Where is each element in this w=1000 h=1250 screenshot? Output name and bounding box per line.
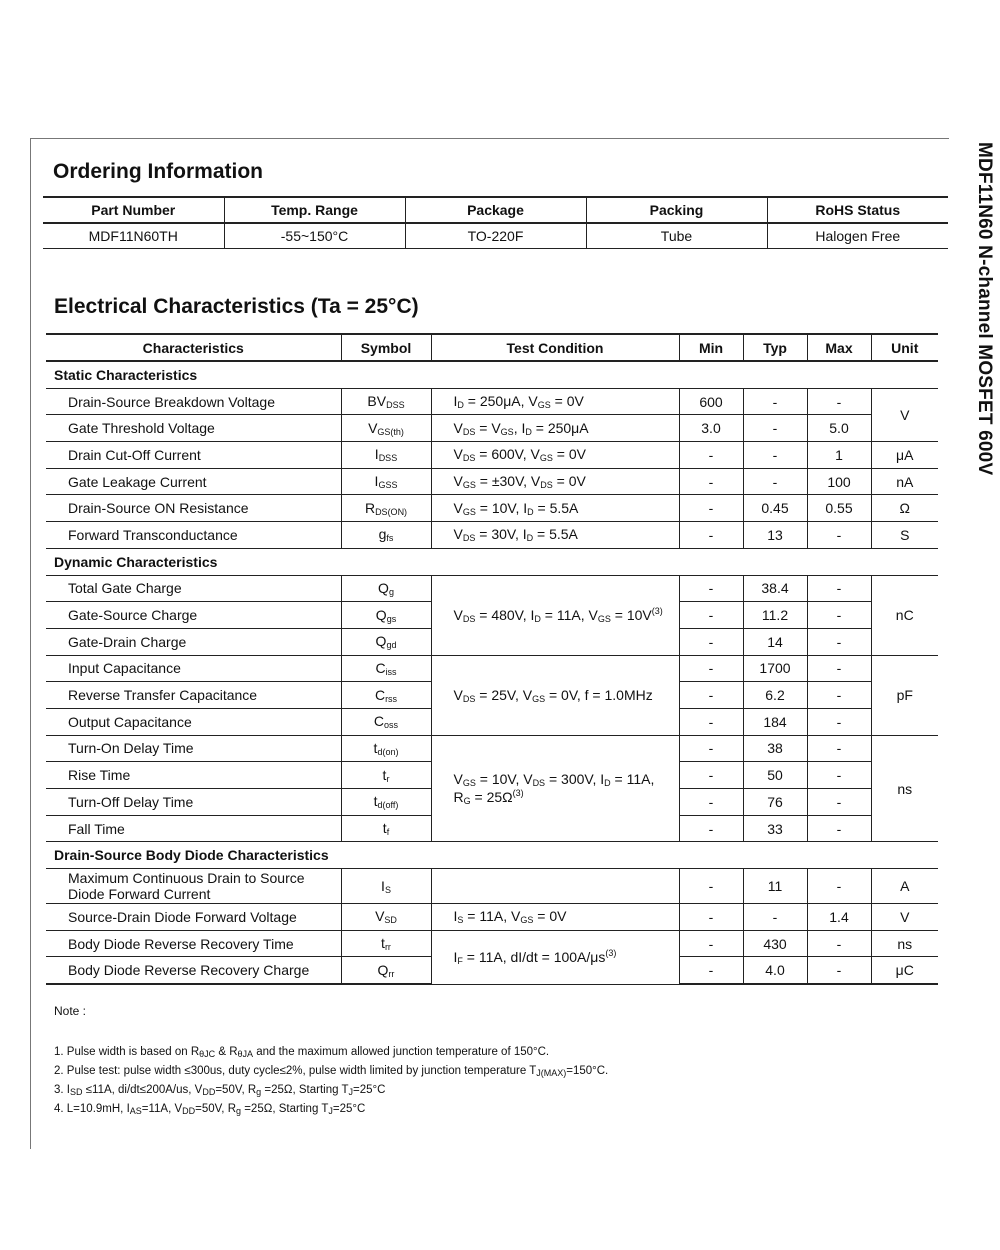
row-typ: 184 [743,708,807,735]
group-unit-cap: pF [871,655,938,735]
col-typ: Typ [743,334,807,361]
row-condition [431,869,679,904]
row-max: - [807,957,871,984]
row-symbol: $g_{fs}$ [341,522,431,549]
section-diode: Drain-Source Body Diode Characteristics [46,842,938,869]
row-name: Body Diode Reverse Recovery Charge [46,957,341,984]
row-symbol: $t_f$ [341,815,431,842]
table-row [46,415,938,442]
row-symbol: $I_{GSS}$ [341,468,431,495]
row-max: - [807,522,871,549]
row-min: - [679,655,743,682]
row-max: - [807,762,871,789]
row-min: - [679,789,743,816]
row-name: Drain-Source Breakdown Voltage [46,388,341,415]
cell-package: TO-220F [405,223,586,249]
section-row [46,548,938,575]
row-name: Drain Cut-Off Current [46,442,341,469]
row-min: - [679,628,743,655]
row-min: - [679,442,743,469]
table-row [46,575,938,602]
row-name: Fall Time [46,815,341,842]
row-unit: μA [871,442,938,469]
row-symbol: $C_{iss}$ [341,655,431,682]
ordering-table [43,196,948,249]
row-symbol: $BV_{DSS}$ [341,388,431,415]
electrical-header-row [46,334,938,361]
col-symbol: Symbol [341,334,431,361]
col-part-number: Part Number [43,197,224,223]
row-max: - [807,575,871,602]
row-min: - [679,815,743,842]
row-max: - [807,628,871,655]
row-max: 1 [807,442,871,469]
row-name: Forward Transconductance [46,522,341,549]
note-item: 2. Pulse test: pulse width ≤300us, duty cycle≤2%, pulse width limited by junction temperature $T_{J(MAX)}=150^\circ C$. [54,1065,609,1078]
row-name: Body Diode Reverse Recovery Time [46,930,341,957]
row-max: - [807,655,871,682]
col-max: Max [807,334,871,361]
row-unit: S [871,522,938,549]
side-title-text: MDF11N60 N-channel MOSFET 600V [974,142,995,476]
row-symbol: $Q_{gs}$ [341,602,431,629]
col-packing: Packing [586,197,767,223]
row-typ: 4.0 [743,957,807,984]
row-typ: 1700 [743,655,807,682]
row-min: - [679,522,743,549]
row-min: - [679,735,743,762]
group-condition-switch: $V_{GS} = 10V$, $V_{DS} = 300V$, $I_D = 11A$, $R_G = 25\Omega^{(3)}$ [431,735,679,842]
row-typ: 13 [743,522,807,549]
row-max: 100 [807,468,871,495]
note-item: 4. L=10.9mH, $I_{AS}=11A$, $V_{DD}=50V$, $R_g =25\Omega$, Starting $T_J=25^\circ C$ [54,1103,366,1116]
row-name: Turn-On Delay Time [46,735,341,762]
row-typ: 6.2 [743,682,807,709]
cell-packing: Tube [586,223,767,249]
note-item: 1. Pulse width is based on $R_{\theta JC}$ & $R_{\theta JA}$ and the maximum allowed junction temperature of 150°C. [54,1046,550,1059]
row-name: Turn-Off Delay Time [46,789,341,816]
row-typ: - [743,388,807,415]
row-min: - [679,708,743,735]
row-max: - [807,602,871,629]
row-symbol: $Q_{rr}$ [341,957,431,984]
table-row [46,495,938,522]
row-min: 600 [679,388,743,415]
electrical-title: Electrical Characteristics (Ta = 25°C) [54,295,419,318]
row-typ: - [743,468,807,495]
row-name: Drain-Source ON Resistance [46,495,341,522]
row-typ: 38 [743,735,807,762]
section-row [46,361,938,388]
row-min: - [679,682,743,709]
row-min: - [679,957,743,984]
row-max: - [807,930,871,957]
row-max: - [807,708,871,735]
table-row [46,869,938,904]
cell-rohs: Halogen Free [767,223,948,249]
row-typ: 11.2 [743,602,807,629]
row-symbol: $V_{SD}$ [341,904,431,931]
col-characteristics: Characteristics [46,334,341,361]
table-row [46,442,938,469]
row-min: 3.0 [679,415,743,442]
table-row [46,904,938,931]
row-min: - [679,930,743,957]
row-condition: $V_{DS} = V_{GS}$, $I_D = 250\mu A$ [431,415,679,442]
row-name: Input Capacitance [46,655,341,682]
row-condition: $V_{GS} = 10V$, $I_D = 5.5A$ [431,495,679,522]
note-item: 3. $I_{SD} \le 11A$, di/dt≤200A/us, $V_{DD}=50V$, $R_g =25\Omega$, Starting $T_J=25^\circ C$ [54,1084,386,1097]
ordering-header-row [43,197,948,223]
table-row [46,655,938,682]
section-row [46,842,938,869]
cell-temp-range: -55~150°C [224,223,405,249]
row-max: 5.0 [807,415,871,442]
section-dynamic: Dynamic Characteristics [46,548,938,575]
row-name: Total Gate Charge [46,575,341,602]
group-condition-cap: $V_{DS} = 25V$, $V_{GS} = 0V$, f = 1.0MHz [431,655,679,735]
row-unit: A [871,869,938,904]
col-temp-range: Temp. Range [224,197,405,223]
row-min: - [679,575,743,602]
row-name: Output Capacitance [46,708,341,735]
row-min: - [679,762,743,789]
row-typ: 11 [743,869,807,904]
row-symbol: $R_{DS(ON)}$ [341,495,431,522]
row-symbol: $t_{d(on)}$ [341,735,431,762]
row-max: - [807,789,871,816]
row-max: - [807,682,871,709]
row-name: Gate Threshold Voltage [46,415,341,442]
row-unit: ns [871,930,938,957]
row-name: Gate-Source Charge [46,602,341,629]
row-max: - [807,815,871,842]
row-min: - [679,468,743,495]
row-condition: $I_D = 250\mu A$, $V_{GS} = 0V$ [431,388,679,415]
row-max: - [807,388,871,415]
row-name: Rise Time [46,762,341,789]
row-typ: - [743,904,807,931]
row-name: Source-Drain Diode Forward Voltage [46,904,341,931]
row-unit: V [871,388,938,441]
row-symbol: $t_r$ [341,762,431,789]
table-row [46,468,938,495]
row-symbol: $I_S$ [341,869,431,904]
col-min: Min [679,334,743,361]
row-typ: - [743,415,807,442]
ordering-title: Ordering Information [53,160,263,183]
electrical-table [46,333,938,985]
row-typ: 76 [743,789,807,816]
note-label: Note : [54,1004,87,1018]
group-condition-charge: $V_{DS} = 480V$, $I_D = 11A$, $V_{GS} = 10V^{(3)}$ [431,575,679,655]
row-name: Gate Leakage Current [46,468,341,495]
row-unit: nA [871,468,938,495]
row-typ: 14 [743,628,807,655]
row-unit: μC [871,957,938,984]
row-symbol: $t_{rr}$ [341,930,431,957]
row-condition: $I_S = 11A$, $V_{GS} = 0V$ [431,904,679,931]
row-symbol: $C_{rss}$ [341,682,431,709]
row-symbol: $Q_g$ [341,575,431,602]
side-title [975,142,995,542]
notes-list [54,1044,608,1120]
row-max: 1.4 [807,904,871,931]
row-symbol: $V_{GS(th)}$ [341,415,431,442]
row-max: - [807,735,871,762]
row-symbol: $Q_{gd}$ [341,628,431,655]
row-name: Reverse Transfer Capacitance [46,682,341,709]
col-unit: Unit [871,334,938,361]
row-typ: 33 [743,815,807,842]
table-row [46,735,938,762]
group-condition-rr: $I_F = 11A$, $dI/dt = 100A/\mu s^{(3)}$ [431,930,679,984]
row-typ: 430 [743,930,807,957]
row-typ: 38.4 [743,575,807,602]
row-unit: V [871,904,938,931]
row-max: - [807,869,871,904]
row-typ: 50 [743,762,807,789]
col-package: Package [405,197,586,223]
row-max: 0.55 [807,495,871,522]
col-test-condition: Test Condition [431,334,679,361]
row-min: - [679,869,743,904]
group-unit-switch: ns [871,735,938,842]
table-row [46,388,938,415]
row-symbol: $C_{oss}$ [341,708,431,735]
row-min: - [679,602,743,629]
table-row [46,930,938,957]
row-symbol: $t_{d(off)}$ [341,789,431,816]
row-unit: Ω [871,495,938,522]
col-rohs-status: RoHS Status [767,197,948,223]
row-condition: $V_{DS} = 600V$, $V_{GS} = 0V$ [431,442,679,469]
row-name: Gate-Drain Charge [46,628,341,655]
table-row [46,522,938,549]
row-min: - [679,904,743,931]
row-typ: - [743,442,807,469]
row-min: - [679,495,743,522]
section-static: Static Characteristics [46,361,938,388]
row-condition: $V_{GS} = \pm 30V$, $V_{DS} = 0V$ [431,468,679,495]
row-symbol: $I_{DSS}$ [341,442,431,469]
table-row [43,223,948,249]
group-unit-charge: nC [871,575,938,655]
row-name: Maximum Continuous Drain to Source Diode Forward Current [46,869,341,904]
row-typ: 0.45 [743,495,807,522]
cell-part-number: MDF11N60TH [43,223,224,249]
row-condition: $V_{DS} = 30V$, $I_D = 5.5A$ [431,522,679,549]
